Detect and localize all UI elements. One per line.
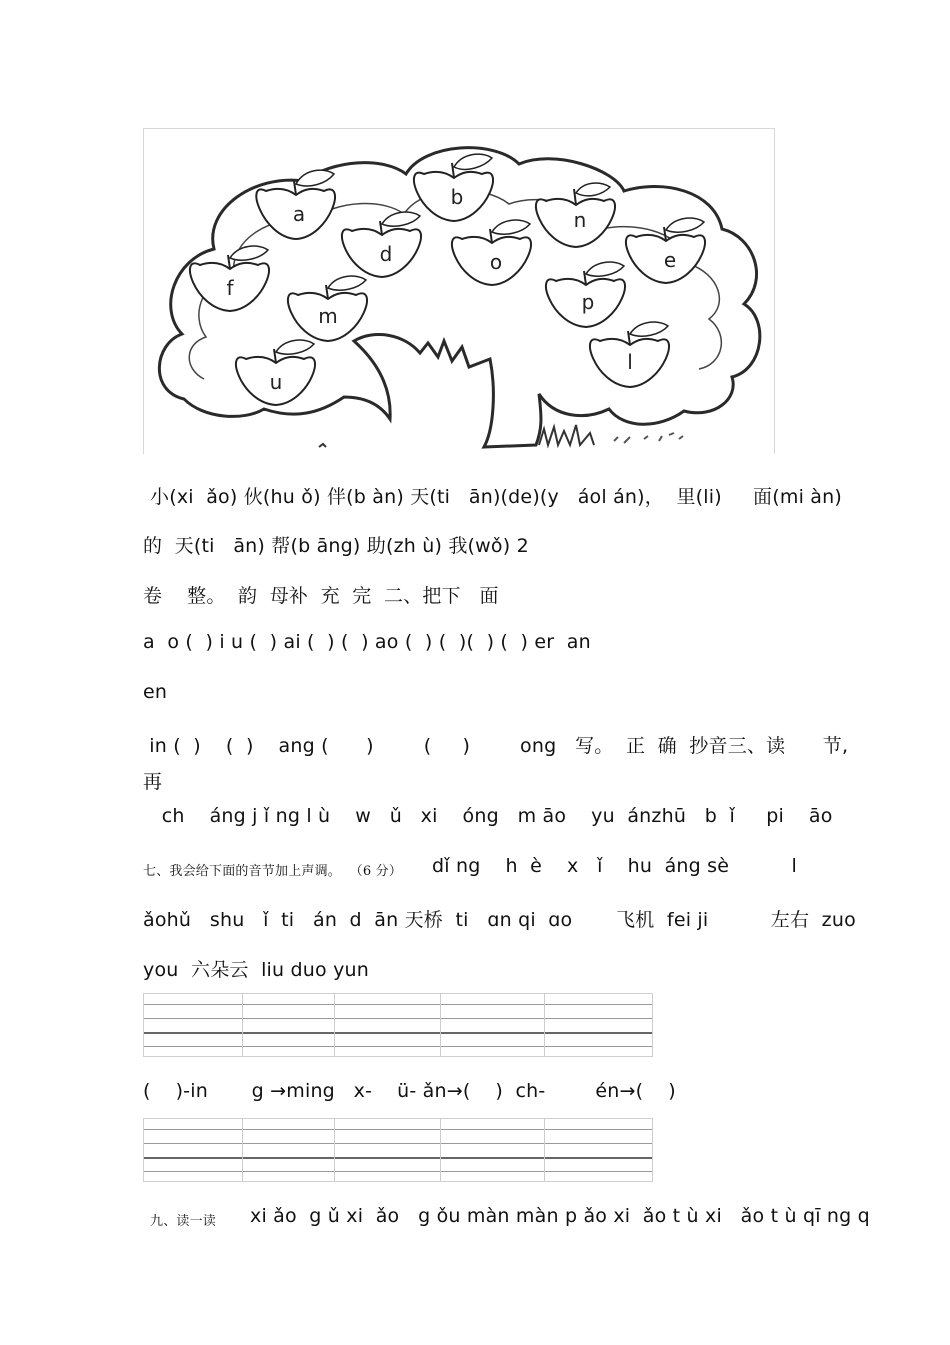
- text-line-9: ǎohǔ shu ǐ ti án d ān 天桥 ti ɑn qi ɑo 飞机 fei ji 左右 zuo: [143, 909, 856, 931]
- svg-text:o: o: [489, 250, 503, 274]
- apple-n: [536, 183, 615, 247]
- svg-text:b: b: [450, 185, 464, 209]
- text-line-2: 的 天(ti ān) 帮(b āng) 助(zh ù) 我(wǒ) 2: [143, 535, 529, 557]
- apple-o: [452, 220, 531, 285]
- section-nine-heading: 九、读一读: [150, 1214, 217, 1229]
- section-seven-heading: 七、我会给下面的音节加上声调。 （6 分）: [143, 864, 403, 879]
- svg-text:p: p: [581, 290, 595, 314]
- apple-m: [288, 276, 367, 341]
- text-line-8: dǐ ng h è x ǐ hu áng sè l: [432, 855, 798, 877]
- text-line-10: you 六朵云 liu duo yun: [143, 959, 370, 981]
- svg-text:l: l: [627, 350, 633, 374]
- svg-text:e: e: [663, 248, 677, 272]
- apple-l: [590, 322, 669, 387]
- text-line-3: 卷 整。 韵 母补 充 完 二、把下 面: [143, 585, 499, 607]
- text-line-1: 小(xi ǎo) 伙(hu ǒ) 伴(b àn) 天(ti ān)(de)(y áol án)， 里(li) 面(mi àn): [150, 486, 842, 508]
- tree-drawing: [144, 129, 775, 454]
- apple-tree-illustration: [143, 128, 775, 454]
- text-line-11: ( )-in g →ming x- ü- ǎn→( ) ch- én→( ): [143, 1080, 676, 1102]
- svg-text:u: u: [269, 370, 283, 394]
- text-line-12: xi ǎo g ǔ xi ǎo g ǒu màn màn p ǎo xi ǎo t ù xi ǎo t ù qī ng q: [250, 1205, 870, 1227]
- svg-text:d: d: [379, 242, 393, 266]
- apple-p: [546, 262, 625, 327]
- apple-u: [236, 340, 315, 405]
- svg-text:f: f: [226, 276, 234, 300]
- writing-grid-2[interactable]: [143, 1118, 653, 1182]
- apple-b: [414, 154, 493, 221]
- text-line-6: in ( ) ( ) ang ( ) ( ) ong 写。 正 确 抄音三、读 节,: [143, 735, 849, 757]
- apple-d: [342, 212, 421, 277]
- text-line-4: a o ( ) i u ( ) ai ( ) ( ) ao ( ) ( )( ) ( ) er an: [143, 631, 591, 653]
- writing-grid-1[interactable]: [143, 993, 653, 1057]
- svg-text:m: m: [318, 304, 338, 328]
- svg-text:n: n: [573, 208, 587, 232]
- text-line-5: en: [143, 681, 168, 703]
- text-line-7: ch áng j ǐ ng l ù w ǔ xi óng m āo yu ánzhū b ǐ pi āo: [143, 805, 833, 827]
- text-line-6b: 再: [143, 771, 163, 793]
- svg-text:a: a: [292, 202, 306, 226]
